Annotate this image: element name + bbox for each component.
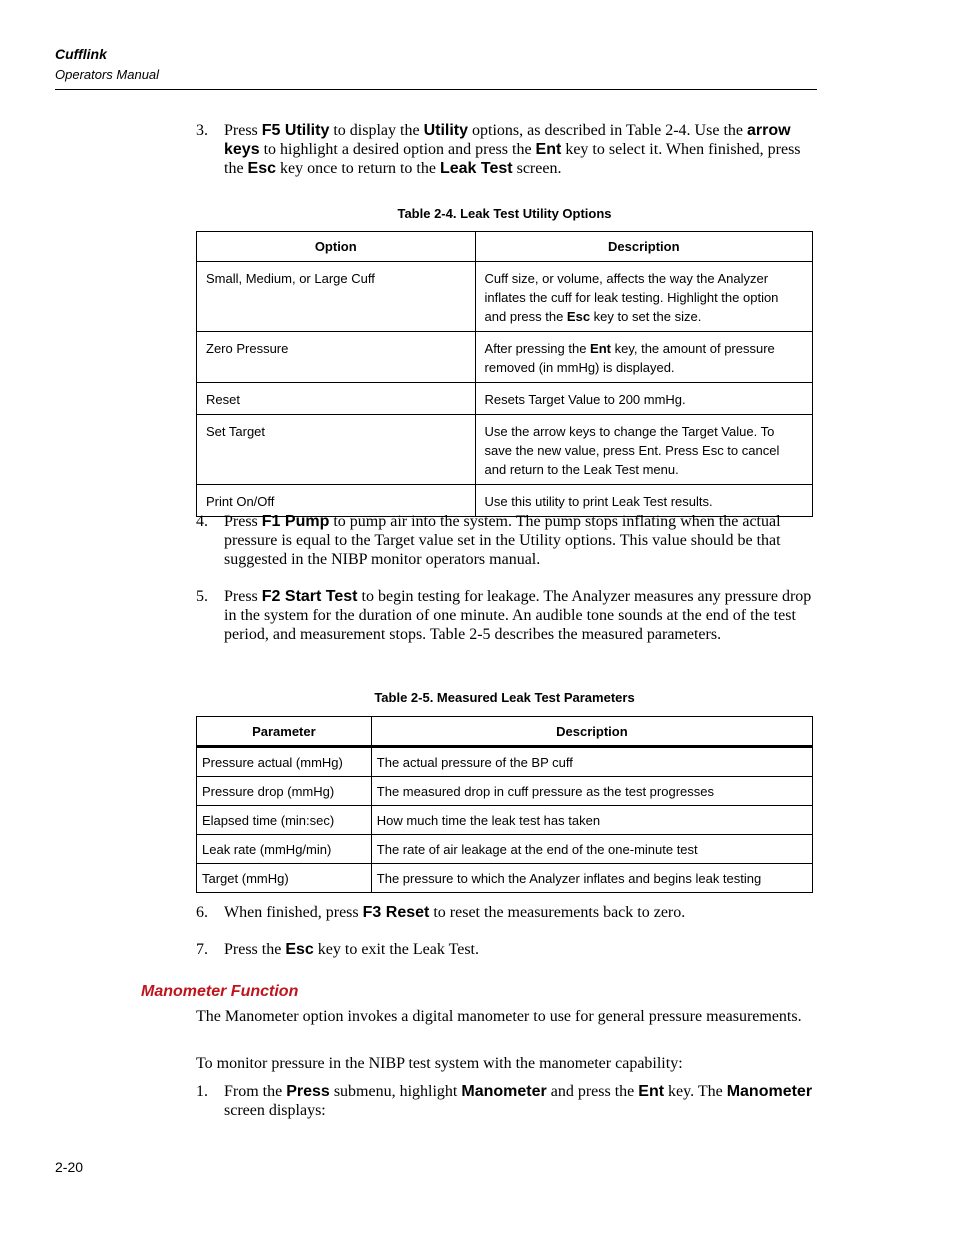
key-label: Ent: [535, 141, 562, 158]
table-row: [197, 777, 813, 806]
parameter-cell: Pressure drop (mmHg): [197, 777, 372, 806]
table-row: [197, 864, 813, 893]
key-label: Ent: [638, 1083, 665, 1100]
step-text: Press F2 Start Test to begin testing for leakage. The Analyzer measures any pressure drop in the system for the duration of one minute. An audible tone sounds at the end of the test period, and measurement stops. Table 2-5 describes the measured parameters.: [224, 588, 812, 643]
step-6: [196, 903, 816, 922]
key-label: Press: [286, 1083, 330, 1100]
section-paragraph: The Manometer option invokes a digital manometer to use for general pressure measurements.: [196, 1008, 802, 1025]
step-5: [196, 587, 816, 644]
key-label: Manometer: [726, 1083, 813, 1100]
key-label: F5 Utility: [261, 122, 330, 139]
option-cell: Zero Pressure: [197, 332, 476, 383]
step-3: [196, 121, 816, 178]
option-cell: Print On/Off: [197, 485, 476, 517]
leak-test-utility-options-table: [196, 231, 813, 517]
column-header: Option: [197, 232, 476, 262]
description-cell: After pressing the Ent key, the amount of pressure removed (in mmHg) is displayed.: [475, 332, 812, 383]
section-heading: Manometer Function: [141, 983, 299, 1000]
step-number: 5.: [196, 588, 208, 605]
parameter-cell: Target (mmHg): [197, 864, 372, 893]
option-cell: Reset: [197, 383, 476, 415]
key-label: Manometer: [461, 1083, 547, 1100]
key-label: Leak Test: [439, 160, 513, 177]
table-row: [197, 383, 813, 415]
step-number: 7.: [196, 941, 208, 958]
table-header-row: [197, 717, 813, 747]
header-rule: [55, 89, 817, 90]
parameter-cell: Elapsed time (min:sec): [197, 806, 372, 835]
key-label: F1 Pump: [261, 513, 330, 530]
step-number: 6.: [196, 904, 208, 921]
step-7: [196, 940, 816, 959]
key-label: Esc: [247, 160, 277, 177]
step-text: Press the Esc key to exit the Leak Test.: [224, 941, 479, 958]
description-cell: How much time the leak test has taken: [371, 806, 812, 835]
description-cell: Resets Target Value to 200 mmHg.: [475, 383, 812, 415]
step-text: Press F5 Utility to display the Utility options, as described in Table 2-4. Use the arrow keys to highlight a desired option and press the Ent key to select it. When finished, press the Esc key once to return to the Leak Test screen.: [224, 122, 801, 177]
key-label: arrow keys: [224, 122, 791, 158]
step-text: Press F1 Pump to pump air into the system. The pump stops inflating when the actual pressure is equal to the Target value set in the Utility options. This value should be that suggested in the NIBP monitor operators manual.: [224, 513, 781, 568]
key-label: Esc: [566, 309, 591, 324]
column-header: Parameter: [197, 717, 372, 747]
table-caption: Table 2-5. Measured Leak Test Parameters: [374, 690, 635, 705]
step-number: 1.: [196, 1083, 208, 1100]
step-text: From the Press submenu, highlight Manometer and press the Ent key. The Manometer screen displays:: [224, 1083, 813, 1119]
table-row: [197, 835, 813, 864]
option-cell: Small, Medium, or Large Cuff: [197, 262, 476, 332]
manometer-step-1: [196, 1082, 816, 1120]
table-row: [197, 332, 813, 383]
table-row: [197, 262, 813, 332]
step-number: 3.: [196, 122, 208, 139]
table-row: [197, 415, 813, 485]
description-cell: The pressure to which the Analyzer inflates and begins leak testing: [371, 864, 812, 893]
column-header: Description: [371, 717, 812, 747]
table-caption: Table 2-4. Leak Test Utility Options: [397, 206, 612, 221]
description-cell: The rate of air leakage at the end of the one-minute test: [371, 835, 812, 864]
option-cell: Set Target: [197, 415, 476, 485]
key-label: Ent: [590, 341, 611, 356]
table-row: [197, 747, 813, 777]
measured-leak-test-parameters-table: [196, 716, 813, 893]
description-cell: The measured drop in cuff pressure as the test progresses: [371, 777, 812, 806]
description-cell: Use the arrow keys to change the Target Value. To save the new value, press Ent. Press Esc to cancel and return to the Leak Test menu.: [475, 415, 812, 485]
parameter-cell: Leak rate (mmHg/min): [197, 835, 372, 864]
key-label: F2 Start Test: [261, 588, 358, 605]
description-cell: The actual pressure of the BP cuff: [371, 747, 812, 777]
key-label: F3 Reset: [362, 904, 430, 921]
key-label: Utility: [423, 122, 469, 139]
step-number: 4.: [196, 513, 208, 530]
step-text: When finished, press F3 Reset to reset the measurements back to zero.: [224, 904, 686, 921]
column-header: Description: [475, 232, 812, 262]
description-cell: Cuff size, or volume, affects the way the Analyzer inflates the cuff for leak testing. Highlight the option and press the Esc key to set the size.: [475, 262, 812, 332]
running-header-product: Cufflink: [55, 46, 107, 62]
description-cell: Use this utility to print Leak Test results.: [475, 485, 812, 517]
section-paragraph: To monitor pressure in the NIBP test system with the manometer capability:: [196, 1055, 683, 1072]
page-number: 2-20: [55, 1159, 84, 1175]
table-row: [197, 806, 813, 835]
running-header-manual: Operators Manual: [55, 67, 160, 82]
step-4: [196, 512, 816, 569]
key-label: Esc: [285, 941, 314, 958]
table-header-row: [197, 232, 813, 262]
parameter-cell: Pressure actual (mmHg): [197, 747, 372, 777]
